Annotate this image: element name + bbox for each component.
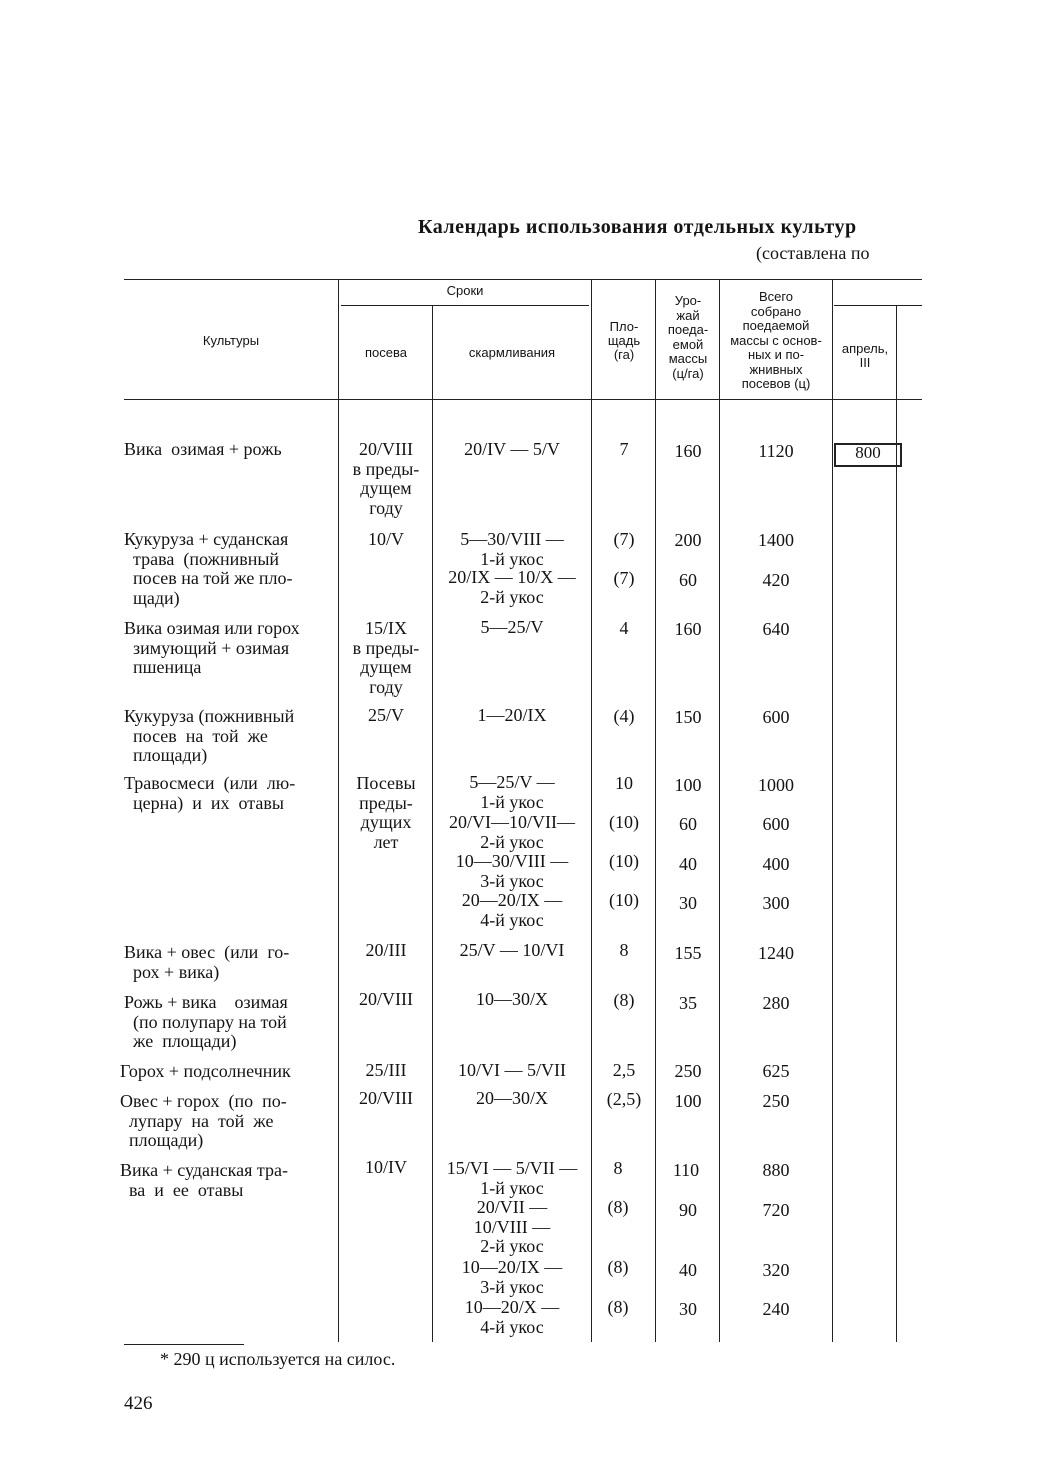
- table-cell-sowing: 15/IX в преды- дущем году: [352, 618, 420, 697]
- table-top-rule: [124, 279, 922, 280]
- table-cell-feeding: 5—25/V — 1-й укос: [469, 772, 555, 812]
- table-cell-yield: 110: [672, 1160, 700, 1180]
- footnote-rule: [124, 1344, 244, 1345]
- table-cell-yield: 160: [674, 619, 702, 639]
- table-cell-crop: Вика + суданская тра- ва и ее отавы: [120, 1160, 288, 1200]
- table-cell-area: 4: [619, 618, 629, 638]
- table-cell-area: (2,5): [606, 1089, 642, 1109]
- table-cell-area: (8): [607, 1297, 629, 1317]
- table-cell-area: (4): [613, 706, 635, 726]
- table-cell-area: 8: [619, 940, 629, 960]
- table-cell-feeding: 20/VII — 10/VIII — 2-й укос: [473, 1197, 551, 1256]
- terms-divider: [341, 305, 589, 306]
- col-divider-4: [655, 280, 656, 1342]
- table-cell-sowing: 25/III: [365, 1060, 407, 1080]
- table-cell-yield: 155: [674, 943, 702, 963]
- table-cell-sowing: 10/IV: [365, 1157, 407, 1177]
- table-cell-crop: Горох + подсолнечник: [120, 1061, 291, 1081]
- table-cell-yield: 30: [679, 893, 697, 913]
- table-cell-feeding: 5—25/V: [480, 617, 544, 637]
- table-cell-yield: 35: [679, 993, 697, 1013]
- table-cell-feeding: 10—20/X — 4-й укос: [464, 1297, 560, 1337]
- table-cell-area: (7): [613, 529, 635, 549]
- table-cell-total: 240: [762, 1299, 790, 1319]
- footnote: * 290 ц используется на силос.: [160, 1349, 396, 1369]
- table-cell-area: 8: [613, 1158, 623, 1178]
- table-cell-total: 720: [762, 1200, 790, 1220]
- table-cell-area: (8): [607, 1257, 629, 1277]
- table-cell-yield: 90: [679, 1200, 697, 1220]
- table-cell-feeding: 10—30/X: [476, 989, 548, 1009]
- table-cell-yield: 40: [679, 854, 697, 874]
- table-cell-sowing: 20/VIII: [359, 989, 413, 1009]
- col-divider-1: [338, 280, 339, 1342]
- col-divider-3: [591, 280, 592, 1342]
- table-cell-area: (10): [609, 851, 639, 871]
- table-cell-feeding: 20—30/X: [476, 1088, 548, 1108]
- table-cell-total: 600: [762, 814, 790, 834]
- table-cell-total: 1000: [758, 775, 794, 795]
- table-cell-feeding: 25/V — 10/VI: [459, 940, 565, 960]
- table-cell-total: 1240: [758, 943, 794, 963]
- table-cell-feeding: 1—20/IX: [477, 705, 547, 725]
- header-feeding: скармливания: [468, 345, 556, 360]
- page-title: Календарь использования отдельных культур: [418, 216, 857, 238]
- table-cell-total: 625: [762, 1061, 790, 1081]
- col-divider-6: [832, 280, 833, 1342]
- table-cell-yield: 100: [674, 1091, 702, 1111]
- header-total: Всего собрано поедаемой массы с основ- ных и по- жнивных посевов (ц): [730, 289, 822, 391]
- table-cell-crop: Кукуруза (пожнивный посев на той же площади): [124, 706, 295, 765]
- header-sowing: посева: [365, 345, 407, 360]
- table-cell-total: 880: [762, 1160, 790, 1180]
- table-cell-area: (8): [613, 990, 635, 1010]
- table-cell-yield: 60: [679, 814, 697, 834]
- table-cell-area: 10: [615, 773, 633, 793]
- col-divider-5: [719, 280, 720, 1342]
- table-cell-area: 7: [619, 439, 629, 459]
- table-cell-feeding: 5—30/VIII — 1-й укос: [460, 529, 564, 569]
- table-cell-area: 2,5: [612, 1060, 636, 1080]
- table-cell-crop: Вика озимая + рожь: [124, 439, 282, 459]
- page-number: 426: [124, 1393, 153, 1414]
- table-cell-sowing: 20/VIII: [359, 1088, 413, 1108]
- table-cell-total: 600: [762, 707, 790, 727]
- table-cell-crop: Рожь + вика озимая (по полупару на той же площади): [124, 992, 288, 1051]
- table-cell-sowing: 20/III: [365, 940, 407, 960]
- table-cell-area: (10): [609, 890, 639, 910]
- header-terms: Сроки: [446, 283, 484, 298]
- table-cell-sowing: 20/VIII в преды- дущем году: [352, 439, 420, 518]
- table-cell-area: (10): [609, 812, 639, 832]
- table-cell-feeding: 10—30/VIII — 3-й укос: [455, 851, 569, 891]
- table-cell-yield: 250: [674, 1061, 702, 1081]
- table-cell-total: 400: [762, 854, 790, 874]
- table-cell-total: 280: [762, 993, 790, 1013]
- table-cell-total: 420: [762, 570, 790, 590]
- table-cell-sowing: 10/V: [368, 529, 404, 549]
- table-cell-total: 250: [762, 1091, 790, 1111]
- header-area: Пло- щадь (га): [607, 319, 641, 362]
- header-yield: Уро- жай поеда- емой массы (ц/га): [667, 293, 709, 381]
- table-cell-feeding: 20/IV — 5/V: [464, 439, 560, 459]
- table-cell-crop: Овес + горох (по по- лупару на той же площади): [120, 1091, 287, 1150]
- page-subtitle: (составлена по: [756, 243, 870, 263]
- col-divider-2: [432, 306, 433, 1342]
- table-cell-yield: 150: [674, 707, 702, 727]
- table-cell-sowing: 25/V: [368, 705, 404, 725]
- table-cell-yield: 200: [674, 530, 702, 550]
- table-cell-yield: 60: [679, 570, 697, 590]
- table-cell-area: (7): [613, 568, 635, 588]
- table-cell-sowing: Посевы преды- дущих лет: [356, 773, 416, 852]
- header-bottom-rule: [124, 399, 922, 400]
- month-divider: [834, 305, 922, 306]
- table-cell-feeding: 20—20/IX — 4-й укос: [461, 890, 563, 930]
- table-cell-total: 640: [762, 619, 790, 639]
- table-cell-area: (8): [607, 1197, 629, 1217]
- table-cell-yield: 100: [674, 775, 702, 795]
- table-cell-crop: Травосмеси (или лю- церна) и их отавы: [124, 773, 296, 813]
- table-cell-total: 300: [762, 893, 790, 913]
- header-april: апрель, III: [841, 341, 889, 370]
- table-cell-total: 1120: [758, 441, 794, 461]
- table-cell-crop: Вика озимая или горох зимующий + озимая пшеница: [124, 618, 300, 677]
- table-cell-total: 320: [762, 1260, 790, 1280]
- table-cell-yield: 160: [674, 441, 702, 461]
- table-cell-crop: Вика + овес (или го- рох + вика): [124, 942, 290, 982]
- table-cell-yield: 30: [679, 1299, 697, 1319]
- table-cell-feeding: 20/IX — 10/X — 2-й укос: [448, 567, 576, 607]
- table-cell-feeding: 10/VI — 5/VII: [458, 1060, 566, 1080]
- table-cell-total: 1400: [758, 530, 794, 550]
- table-cell-april: 800: [834, 443, 902, 467]
- table-cell-feeding: 20/VI—10/VII— 2-й укос: [449, 812, 575, 852]
- table-cell-feeding: 10—20/IX — 3-й укос: [461, 1257, 563, 1297]
- header-crops: Культуры: [202, 333, 260, 348]
- table-cell-feeding: 15/VI — 5/VII — 1-й укос: [446, 1158, 578, 1198]
- table-cell-yield: 40: [679, 1260, 697, 1280]
- table-cell-crop: Кукуруза + суданская трава (пожнивный посев на той же пло- щади): [124, 529, 293, 608]
